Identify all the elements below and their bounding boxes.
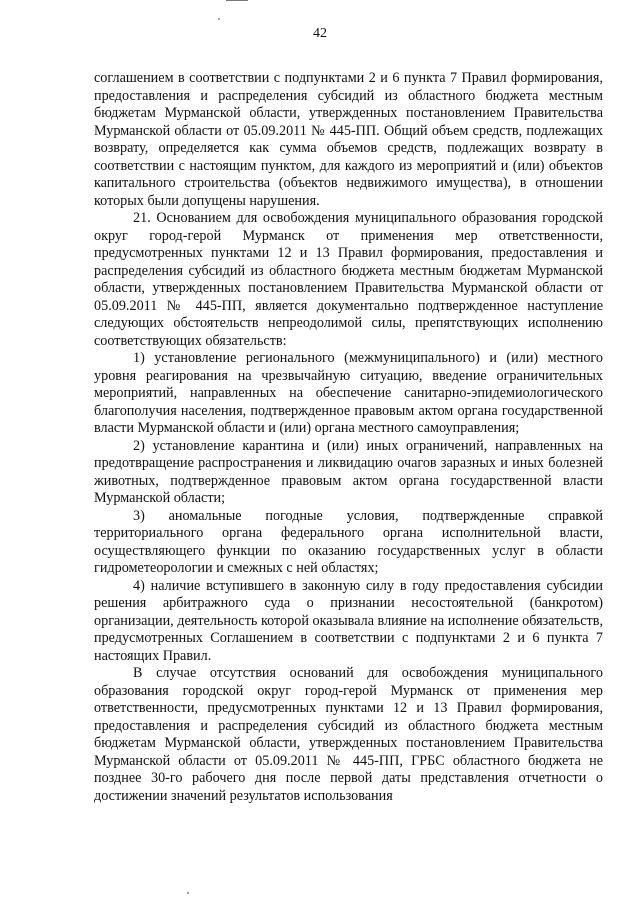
document-body [94, 70, 603, 805]
paragraph-continuation: соглашением в соответствии с подпунктами 2 и 6 пункта 7 Правил формирования, предоставления и распределения субсидий из областного бюджета местным бюджетам Мурманской области, утвержденных постановлением Правительства Мурманской области от 05.09.2011 № 445-ПП. Общий объем средств, подлежащих возврату, определяется как сумма объемов средств, подлежащих возврату в соответствии с настоящим пунктом, для каждого из мероприятий и (или) объектов капитального строительства (объектов недвижимого имущества), в отношении которых были допущены нарушения. [94, 70, 603, 209]
scan-artifact-top-line [226, 0, 248, 1]
list-item-4: 4) наличие вступившего в законную силу в году предоставления субсидии решения арбитражного суда о признании несостоятельной (банкротом) организации, деятельность которой оказывала влияние на исполнение обязательств, предусмотренных Соглашением в соответствии с подпунктами 2 и 6 пункта 7 настоящих Правил. [94, 577, 603, 664]
paragraph-absence-of-grounds: В случае отсутствия оснований для освобождения муниципального образования городской округ город-герой Мурманск от применения мер ответственности, предусмотренных пунктами 12 и 13 Правил формирования, предоставления и распределения субсидий из областного бюджета местным бюджетам Мурманской области, утвержденных постановлением Правительства Мурманской области от 05.09.2011 № 445-ПП, ГРБС областного бюджета не позднее 30-го рабочего дня после первой даты представления отчетности о достижении значений результатов использования [94, 665, 603, 804]
list-item-3: 3) аномальные погодные условия, подтвержденные справкой территориального органа федерального органа исполнительной власти, осуществляющего функции по оказанию государственных услуг в области гидрометеорологии и смежных с ней областях; [94, 507, 603, 576]
paragraph-clause-21: 21. Основанием для освобождения муниципального образования городской округ город-герой Мурманск от применения мер ответственности, предусмотренных пунктами 12 и 13 Правил формирования, предоставления и распределения субсидий из областного бюджета местным бюджетам Мурманской области, утвержденных постановлением Правительства Мурманской области от 05.09.2011 № 445-ПП, является документально подтвержденное наступление следующих обстоятельств непреодолимой силы, препятствующих исполнению соответствующих обязательств: [94, 210, 603, 349]
list-item-1: 1) установление регионального (межмуниципального) и (или) местного уровня реагирования на чрезвычайную ситуацию, введение ограничительных мероприятий, направленных на обеспечение санитарно-эпидемиологического благополучия населения, подтвержденное правовым актом органа государственной власти Мурманской области и (или) органа местного самоуправления; [94, 350, 603, 436]
scan-artifact-dot-bottom [187, 892, 189, 894]
list-item-2: 2) установление карантина и (или) иных ограничений, направленных на предотвращение распространения и ликвидацию очагов заразных и иных болезней животных, подтвержденное правовым актом органа государственной власти Мурманской области; [94, 437, 603, 506]
scan-artifact-dot [218, 18, 220, 20]
page-number: 42 [313, 26, 327, 41]
